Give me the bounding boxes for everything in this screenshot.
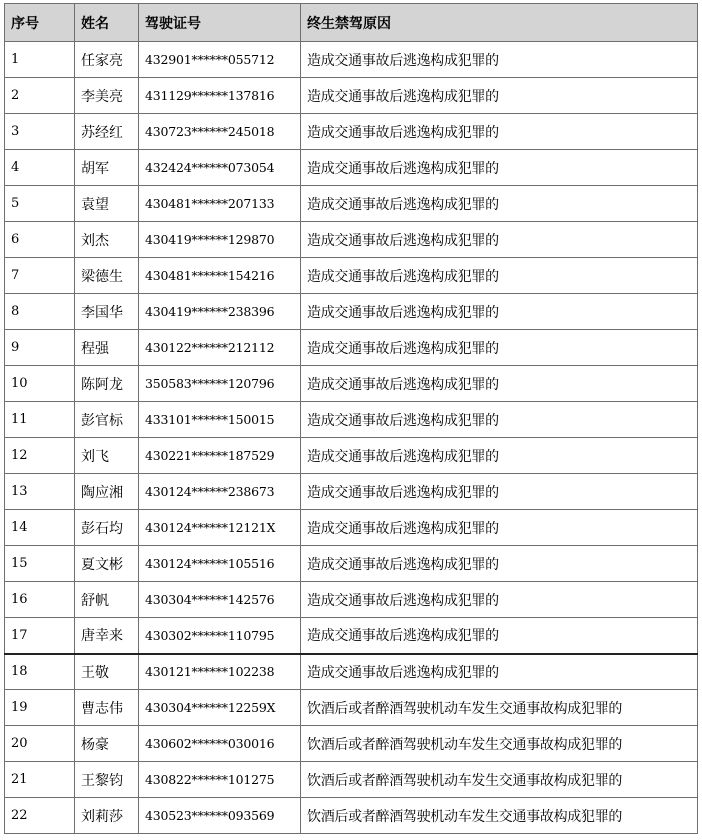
cell-name: 唐幸来: [75, 618, 139, 654]
cell-name: 袁望: [75, 186, 139, 222]
cell-reason: 造成交通事故后逃逸构成犯罪的: [301, 402, 698, 438]
cell-license: 430124******238673: [139, 474, 301, 510]
cell-reason: 造成交通事故后逃逸构成犯罪的: [301, 114, 698, 150]
cell-license: 430302******110795: [139, 618, 301, 654]
cell-seq: 15: [5, 546, 75, 582]
cell-seq: 6: [5, 222, 75, 258]
cell-license: 432901******055712: [139, 42, 301, 78]
cell-license: 433101******150015: [139, 402, 301, 438]
cell-license: 430523******093569: [139, 798, 301, 834]
table-row: [5, 438, 698, 474]
table-row: [5, 474, 698, 510]
table-row: [5, 546, 698, 582]
cell-reason: 饮酒后或者醉酒驾驶机动车发生交通事故构成犯罪的: [301, 726, 698, 762]
cell-name: 刘莉莎: [75, 798, 139, 834]
cell-name: 陶应湘: [75, 474, 139, 510]
cell-seq: 17: [5, 618, 75, 654]
cell-seq: 4: [5, 150, 75, 186]
cell-seq: 16: [5, 582, 75, 618]
cell-license: 430481******154216: [139, 258, 301, 294]
table-row: [5, 150, 698, 186]
cell-seq: 12: [5, 438, 75, 474]
table-row: [5, 510, 698, 546]
cell-reason: 造成交通事故后逃逸构成犯罪的: [301, 258, 698, 294]
cell-license: 430124******12121X: [139, 510, 301, 546]
cell-reason: 造成交通事故后逃逸构成犯罪的: [301, 582, 698, 618]
cell-license: 430122******212112: [139, 330, 301, 366]
cell-name: 曹志伟: [75, 690, 139, 726]
cell-seq: 14: [5, 510, 75, 546]
cell-seq: 10: [5, 366, 75, 402]
table-row: [5, 78, 698, 114]
cell-seq: 9: [5, 330, 75, 366]
header-name: 姓名: [75, 4, 139, 42]
cell-seq: 21: [5, 762, 75, 798]
cell-reason: 造成交通事故后逃逸构成犯罪的: [301, 294, 698, 330]
cell-license: 430602******030016: [139, 726, 301, 762]
cell-name: 刘杰: [75, 222, 139, 258]
table-row: [5, 762, 698, 798]
cell-name: 陈阿龙: [75, 366, 139, 402]
table-row: [5, 114, 698, 150]
cell-reason: 饮酒后或者醉酒驾驶机动车发生交通事故构成犯罪的: [301, 762, 698, 798]
cell-name: 梁德生: [75, 258, 139, 294]
cell-seq: 5: [5, 186, 75, 222]
cell-reason: 造成交通事故后逃逸构成犯罪的: [301, 654, 698, 690]
cell-reason: 造成交通事故后逃逸构成犯罪的: [301, 222, 698, 258]
table-row: [5, 330, 698, 366]
table-row: [5, 690, 698, 726]
cell-license: 430304******142576: [139, 582, 301, 618]
cell-license: 430822******101275: [139, 762, 301, 798]
cell-seq: 18: [5, 654, 75, 690]
cell-license: 430419******238396: [139, 294, 301, 330]
cell-seq: 20: [5, 726, 75, 762]
cell-name: 舒帆: [75, 582, 139, 618]
table-row: [5, 186, 698, 222]
cell-reason: 造成交通事故后逃逸构成犯罪的: [301, 438, 698, 474]
cell-seq: 13: [5, 474, 75, 510]
cell-seq: 2: [5, 78, 75, 114]
cell-seq: 22: [5, 798, 75, 834]
cell-name: 王黎钧: [75, 762, 139, 798]
cell-reason: 造成交通事故后逃逸构成犯罪的: [301, 78, 698, 114]
cell-name: 夏文彬: [75, 546, 139, 582]
header-row: [5, 4, 698, 42]
cell-seq: 8: [5, 294, 75, 330]
cell-name: 王敬: [75, 654, 139, 690]
table-row: [5, 294, 698, 330]
cell-name: 彭石均: [75, 510, 139, 546]
header-license: 驾驶证号: [139, 4, 301, 42]
cell-name: 刘飞: [75, 438, 139, 474]
header-reason: 终生禁驾原因: [301, 4, 698, 42]
table-row: [5, 258, 698, 294]
cell-seq: 1: [5, 42, 75, 78]
cell-license: 430304******12259X: [139, 690, 301, 726]
cell-reason: 造成交通事故后逃逸构成犯罪的: [301, 510, 698, 546]
cell-name: 程强: [75, 330, 139, 366]
cell-reason: 饮酒后或者醉酒驾驶机动车发生交通事故构成犯罪的: [301, 690, 698, 726]
cell-license: 430124******105516: [139, 546, 301, 582]
cell-name: 彭官标: [75, 402, 139, 438]
cell-reason: 造成交通事故后逃逸构成犯罪的: [301, 42, 698, 78]
cell-seq: 19: [5, 690, 75, 726]
table-row: [5, 798, 698, 834]
cell-seq: 3: [5, 114, 75, 150]
header-seq: 序号: [5, 4, 75, 42]
cell-license: 431129******137816: [139, 78, 301, 114]
cell-name: 李美亮: [75, 78, 139, 114]
cell-license: 430419******129870: [139, 222, 301, 258]
table-row: [5, 222, 698, 258]
cell-license: 432424******073054: [139, 150, 301, 186]
cell-reason: 造成交通事故后逃逸构成犯罪的: [301, 618, 698, 654]
cell-license: 430481******207133: [139, 186, 301, 222]
table-row: [5, 42, 698, 78]
cell-name: 任家亮: [75, 42, 139, 78]
cell-reason: 造成交通事故后逃逸构成犯罪的: [301, 186, 698, 222]
cell-name: 苏经红: [75, 114, 139, 150]
cell-seq: 11: [5, 402, 75, 438]
cell-seq: 7: [5, 258, 75, 294]
table-row: [5, 582, 698, 618]
cell-reason: 造成交通事故后逃逸构成犯罪的: [301, 150, 698, 186]
table-row: [5, 654, 698, 690]
table-row: [5, 402, 698, 438]
cell-reason: 造成交通事故后逃逸构成犯罪的: [301, 366, 698, 402]
table-row: [5, 726, 698, 762]
cell-reason: 造成交通事故后逃逸构成犯罪的: [301, 474, 698, 510]
cell-license: 430221******187529: [139, 438, 301, 474]
table-header: [5, 4, 698, 42]
table-row: [5, 618, 698, 654]
cell-name: 杨豪: [75, 726, 139, 762]
cell-license: 350583******120796: [139, 366, 301, 402]
cell-name: 李国华: [75, 294, 139, 330]
table-body: [5, 42, 698, 834]
cell-reason: 造成交通事故后逃逸构成犯罪的: [301, 330, 698, 366]
cell-reason: 饮酒后或者醉酒驾驶机动车发生交通事故构成犯罪的: [301, 798, 698, 834]
cell-license: 430723******245018: [139, 114, 301, 150]
lifetime-driving-ban-table: [4, 3, 698, 834]
cell-name: 胡军: [75, 150, 139, 186]
cell-reason: 造成交通事故后逃逸构成犯罪的: [301, 546, 698, 582]
table-row: [5, 366, 698, 402]
cell-license: 430121******102238: [139, 654, 301, 690]
